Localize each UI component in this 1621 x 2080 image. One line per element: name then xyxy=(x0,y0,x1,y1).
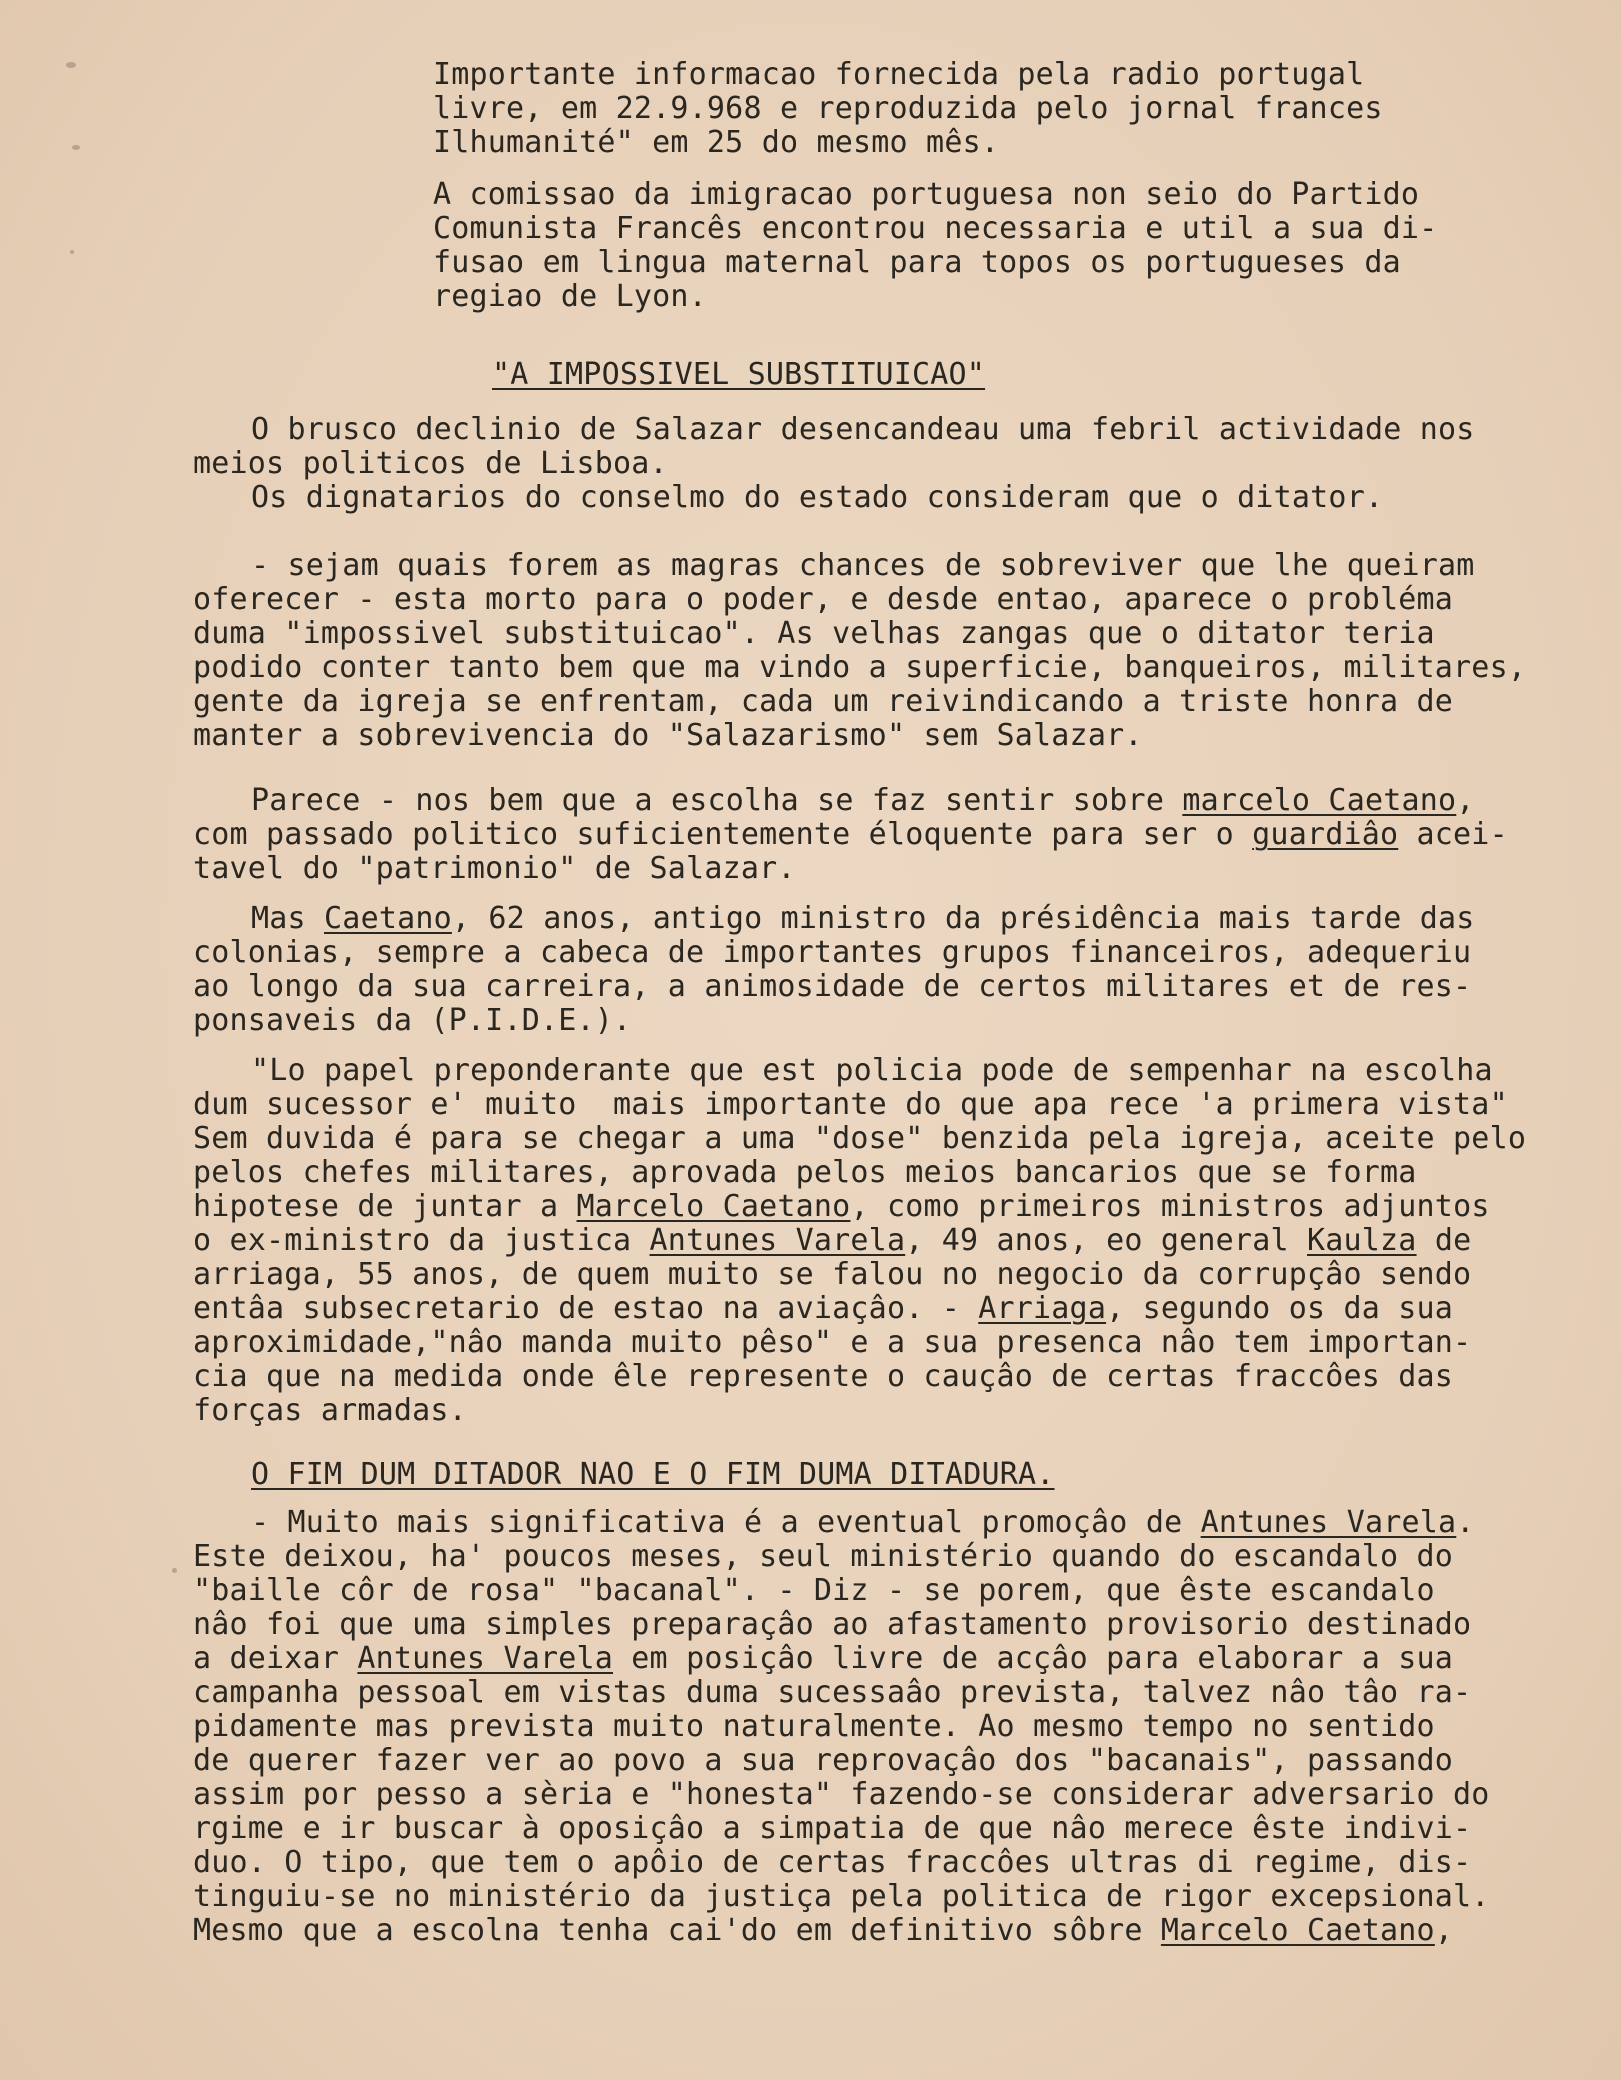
name-antunes-varela: Antunes Varela xyxy=(1200,1505,1457,1540)
p3-line-3: tavel do "patrimonio" de Salazar. xyxy=(193,851,796,886)
name-antunes-varela: Antunes Varela xyxy=(357,1641,614,1676)
name-arriaga: Arriaga xyxy=(978,1291,1107,1326)
p6-line-6: campanha pessoal em vistas duma sucessaâo prevista, talvez nâo tâo ra- xyxy=(193,1675,1472,1710)
intro-line-6: fusao em lingua maternal para topos os portugueses da xyxy=(433,245,1401,280)
p4-line-1: Mas Caetano, 62 anos, antigo ministro da présidência mais tarde das xyxy=(251,901,1475,936)
p5-line-2: dum sucessor e' muito mais importante do que apa rece 'a primera vista" xyxy=(193,1087,1508,1122)
p5-line-8: entâa subsecretario de estao na aviaçâo. - Arriaga, segundo os da sua xyxy=(193,1291,1454,1326)
intro-line-5: Comunista Francês encontrou necessaria e util a sua di- xyxy=(433,211,1438,246)
p6-line-10: rgime e ir buscar à oposiçâo a simpatia de que nâo merece êste indivi- xyxy=(193,1811,1472,1846)
p1-line-1: O brusco declinio de Salazar desencandeau uma febril actividade nos xyxy=(251,412,1475,447)
intro-line-2: livre, em 22.9.968 e reproduzida pelo jornal frances xyxy=(433,91,1383,126)
p3-line-2: com passado politico suficientemente éloquente para ser o guardiâo acei- xyxy=(193,817,1508,852)
name-caetano: Caetano xyxy=(324,901,452,936)
p5-line-1: "Lo papel preponderante que est policia pode de sempenhar na escolha xyxy=(251,1053,1493,1088)
paper-speck xyxy=(72,145,80,150)
p6-line-1: - Muito mais significativa é a eventual promoçâo de Antunes Varela. xyxy=(251,1505,1475,1540)
intro-line-4: A comissao da imigracao portuguesa non seio do Partido xyxy=(433,177,1420,212)
intro-line-1: Importante informacao fornecida pela radio portugal xyxy=(433,57,1365,92)
p3-line-1: Parece - nos bem que a escolha se faz sentir sobre marcelo Caetano, xyxy=(251,783,1475,818)
p6-line-12: tinguiu-se no ministério da justiça pela politica de rigor excepsional. xyxy=(193,1879,1490,1914)
p6-line-2: Este deixou, ha' poucos meses, seul ministério quando do escandalo do xyxy=(193,1539,1454,1574)
p2-line-2: oferecer - esta morto para o poder, e desde entao, aparece o probléma xyxy=(193,582,1454,617)
p1-line-3: Os dignatarios do conselmo do estado consideram que o ditator. xyxy=(251,480,1384,515)
p4-line-2: colonias, sempre a cabeca de importantes grupos financeiros, adequeriu xyxy=(193,935,1472,970)
p6-line-13: Mesmo que a escolna tenha cai'do em definitivo sôbre Marcelo Caetano, xyxy=(193,1913,1454,1948)
p6-line-3: "baille côr de rosa" "bacanal". - Diz - se porem, que êste escandalo xyxy=(193,1573,1435,1608)
p4-line-4: ponsaveis da (P.I.D.E.). xyxy=(193,1003,632,1038)
section-heading-1: "A IMPOSSIVEL SUBSTITUICAO" xyxy=(492,357,986,392)
p2-line-5: gente da igreja se enfrentam, cada um reivindicando a triste honra de xyxy=(193,684,1454,719)
p5-line-3: Sem duvida é para se chegar a uma "dose" benzida pela igreja, aceite pelo xyxy=(193,1121,1527,1156)
p6-line-4: nâo foi que uma simples preparaçâo ao afastamento provisorio destinado xyxy=(193,1607,1472,1642)
p2-line-4: podido conter tanto bem que ma vindo a superficie, banqueiros, militares, xyxy=(193,650,1527,685)
p6-line-5: a deixar Antunes Varela em posiçâo livre de acçâo para elaborar a sua xyxy=(193,1641,1454,1676)
intro-line-7: regiao de Lyon. xyxy=(433,279,707,314)
p4-line-3: ao longo da sua carreira, a animosidade de certos militares et de res- xyxy=(193,969,1472,1004)
name-kaulza: Kaulza xyxy=(1306,1223,1417,1258)
name-marcelo-caetano: Marcelo Caetano xyxy=(576,1189,851,1224)
p5-line-11: forças armadas. xyxy=(193,1393,467,1428)
name-marcelo-caetano: marcelo Caetano xyxy=(1182,783,1457,818)
paper-speck xyxy=(70,250,74,254)
paper-speck xyxy=(66,62,76,68)
p5-line-4: pelos chefes militares, aprovada pelos meios bancarios que se forma xyxy=(193,1155,1417,1190)
p2-line-3: duma "impossivel substituicao". As velhas zangas que o ditator teria xyxy=(193,616,1435,651)
paper-speck xyxy=(172,1568,177,1573)
name-antunes-varela: Antunes Varela xyxy=(649,1223,906,1258)
p5-line-6: o ex-ministro da justica Antunes Varela, 49 anos, eo general Kaulza de xyxy=(193,1223,1472,1258)
p6-line-9: assim por pesso a sèria e "honesta" fazendo-se considerar adversario do xyxy=(193,1777,1490,1812)
p5-line-5: hipotese de juntar a Marcelo Caetano, como primeiros ministros adjuntos xyxy=(193,1189,1490,1224)
p6-line-7: pidamente mas prevista muito naturalmente. Ao mesmo tempo no sentido xyxy=(193,1709,1435,1744)
name-marcelo-caetano: Marcelo Caetano xyxy=(1160,1913,1435,1948)
p5-line-7: arriaga, 55 anos, de quem muito se falou no negocio da corrupçâo sendo xyxy=(193,1257,1472,1292)
intro-line-3: Ilhumanité" em 25 do mesmo mês. xyxy=(433,125,1000,160)
p2-line-6: manter a sobrevivencia do "Salazarismo" sem Salazar. xyxy=(193,718,1143,753)
section-heading-2: O FIM DUM DITADOR NAO E O FIM DUMA DITADURA. xyxy=(251,1457,1055,1492)
p5-line-10: cia que na medida onde êle represente o cauçâo de certas fraccôes das xyxy=(193,1359,1454,1394)
p1-line-2: meios politicos de Lisboa. xyxy=(193,446,668,481)
p5-line-9: aproximidade,"nâo manda muito pêso" e a sua presenca nâo tem importan- xyxy=(193,1325,1472,1360)
p6-line-11: duo. O tipo, que tem o apôio de certas fraccôes ultras di regime, dis- xyxy=(193,1845,1472,1880)
p6-line-8: de querer fazer ver ao povo a sua reprovaçâo dos "bacanais", passando xyxy=(193,1743,1454,1778)
p2-line-1: - sejam quais forem as magras chances de sobreviver que lhe queiram xyxy=(251,548,1475,583)
